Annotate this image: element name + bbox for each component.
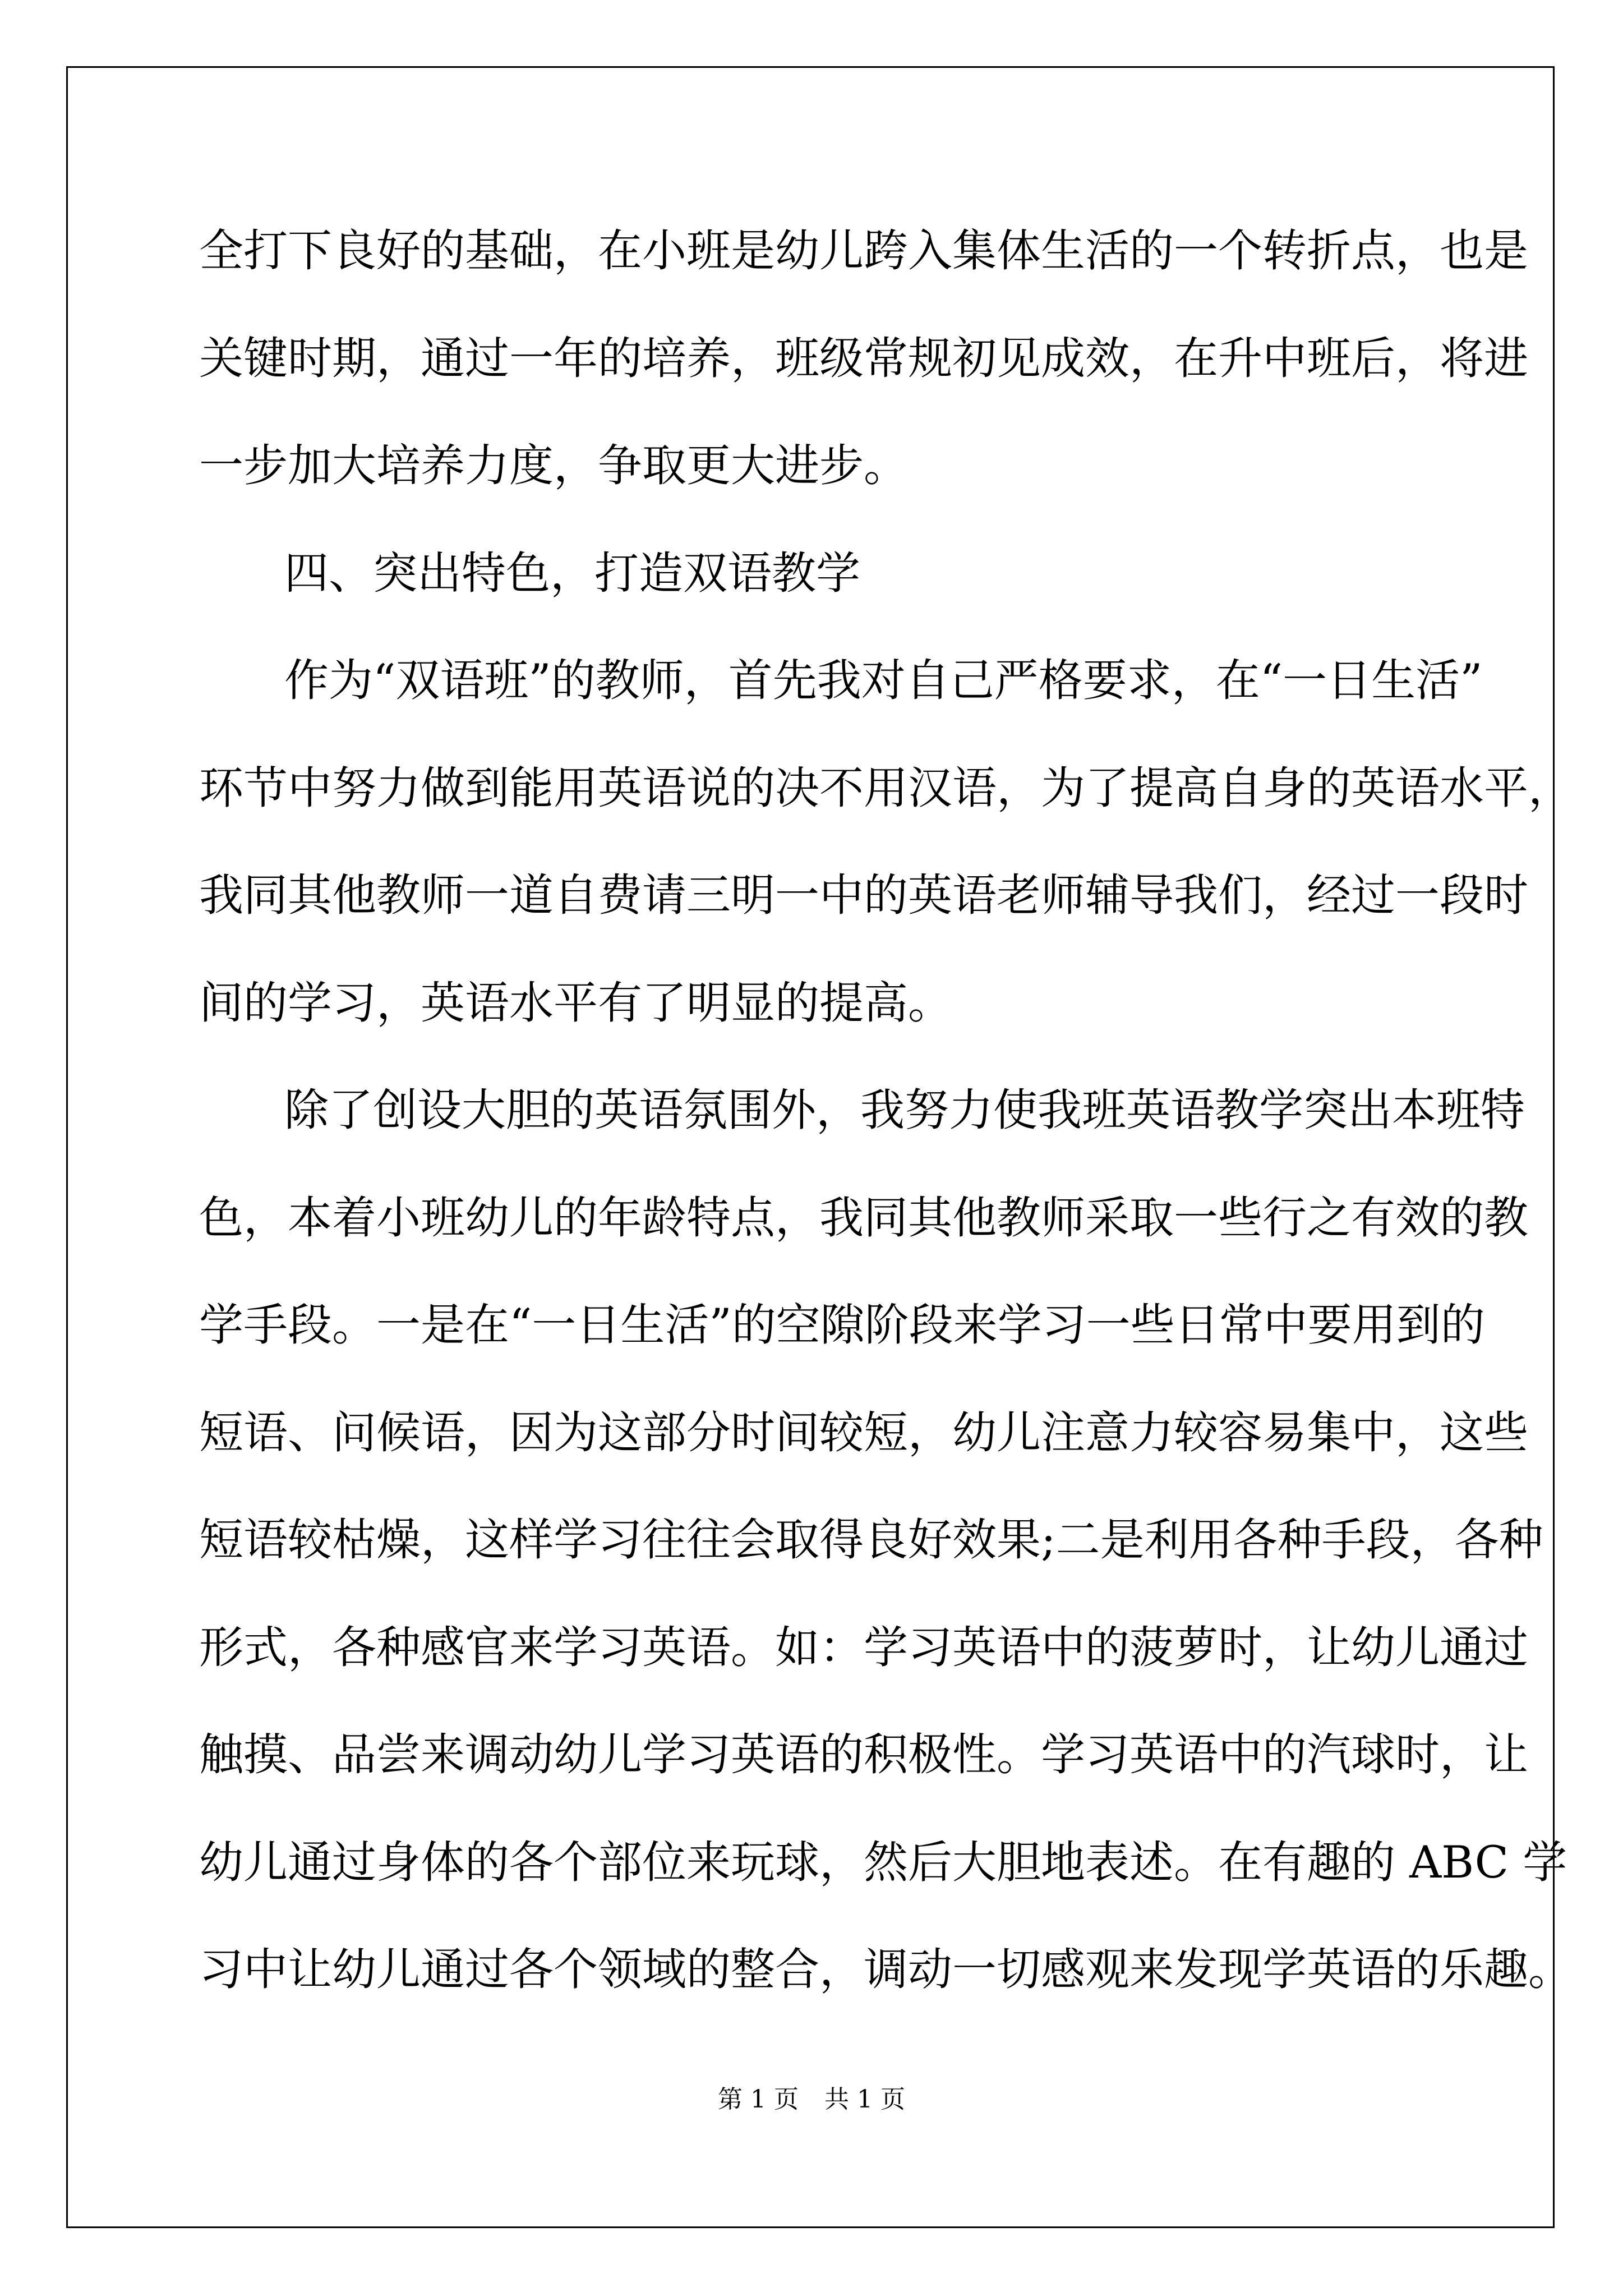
text-line: 四、突出特色，打造双语教学 [284, 547, 860, 599]
text-line: 我同其他教师一道自费请三明一中的英语老师辅导我们，经过一段时 [199, 869, 1528, 921]
paragraph [199, 520, 1427, 628]
text-line: 习中让幼儿通过各个领域的整合，调动一切感观来发现学英语的乐趣。 [199, 1944, 1573, 1995]
text-line: 幼儿通过身体的各个部位来玩球，然后大胆地表述。在有趣的 ABC 学 [199, 1836, 1567, 1888]
document-body [199, 197, 1573, 2024]
text-line: 短语、问候语，因为这部分时间较短，幼儿注意力较容易集中，这些 [199, 1406, 1528, 1458]
text-line: 一步加大培养力度，争取更大进步。 [199, 440, 908, 491]
text-line: 形式，各种感官来学习英语。如：学习英语中的菠萝时，让幼儿通过 [199, 1621, 1528, 1673]
paragraph [199, 197, 1528, 520]
page-number: 第 1 页 [718, 2085, 799, 2114]
text-line: 色，本着小班幼儿的年龄特点，我同其他教师采取一些行之有效的教 [199, 1191, 1528, 1244]
text-line: 除了创设大胆的英语氛围外，我努力使我班英语教学突出本班特 [284, 1084, 1525, 1136]
page-footer [0, 2083, 1623, 2116]
text-line: 关键时期，通过一年的培养，班级常规初见成效，在升中班后，将进 [199, 332, 1528, 384]
text-line: 学手段。一是在“一日生活”的空隙阶段来学习一些日常中要用到的 [199, 1299, 1485, 1351]
text-line: 作为“双语班”的教师，首先我对自己严格要求，在“一日生活” [284, 655, 1483, 706]
text-line: 全打下良好的基础，在小班是幼儿跨入集体生活的一个转折点，也是 [199, 225, 1528, 277]
page-total: 共 1 页 [824, 2085, 905, 2114]
paragraph [199, 627, 1573, 1057]
paragraph [199, 1057, 1573, 2024]
text-line: 间的学习，英语水平有了明显的提高。 [199, 977, 952, 1029]
text-line: 短语较枯燥，这样学习往往会取得良好效果;二是利用各种手段，各种 [199, 1514, 1543, 1566]
text-line: 触摸、品尝来调动幼儿学习英语的积极性。学习英语中的汽球时，让 [199, 1729, 1528, 1780]
text-line: 环节中努力做到能用英语说的决不用汉语，为了提高自身的英语水平， [199, 762, 1573, 814]
